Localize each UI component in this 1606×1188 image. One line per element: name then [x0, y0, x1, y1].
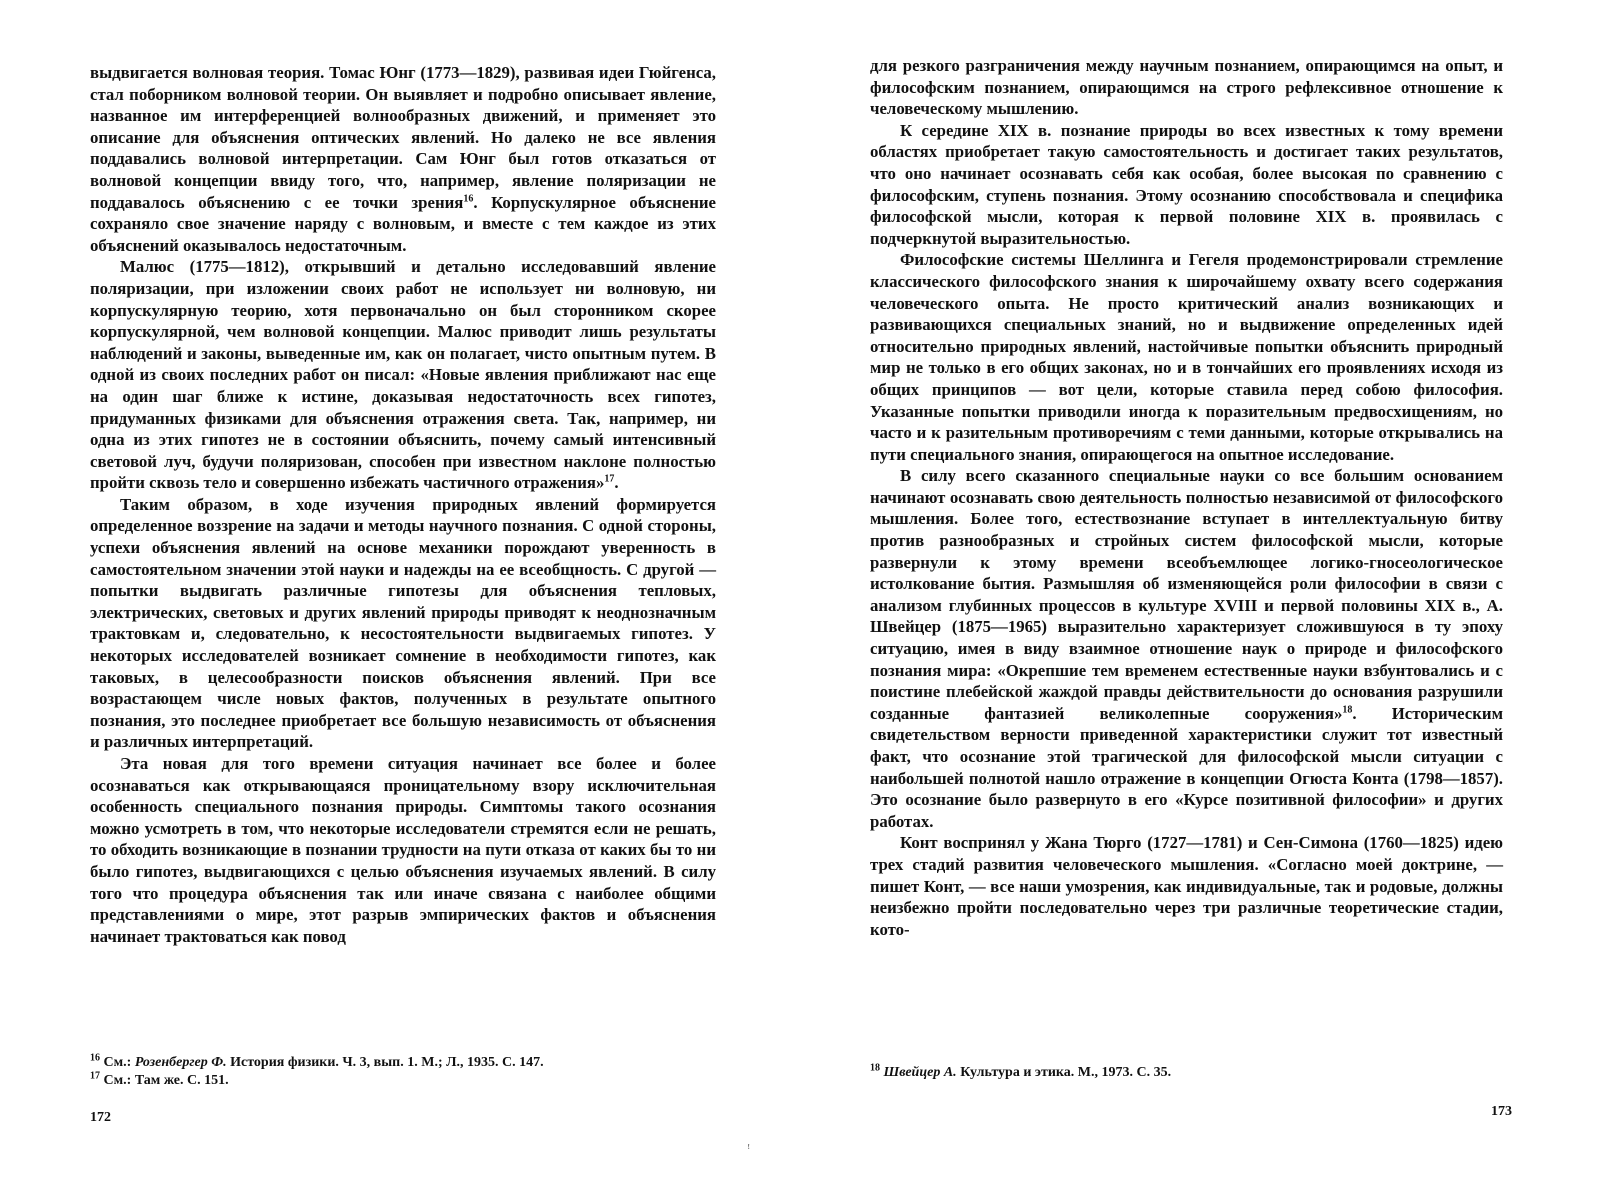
paragraph	[870, 465, 1503, 832]
paragraph	[870, 55, 1503, 120]
footnote-prefix: См.:	[103, 1072, 135, 1088]
footnote-author: Швейцер А.	[883, 1065, 957, 1080]
paragraph	[90, 753, 716, 947]
footnote-text: Там же. С. 151.	[134, 1072, 229, 1088]
footnote-ref: 18	[1342, 704, 1353, 716]
paragraph	[90, 256, 716, 494]
right-page-footnotes	[870, 1064, 1503, 1082]
footnote-prefix: См.:	[103, 1055, 135, 1070]
left-page-footnotes	[90, 1054, 716, 1089]
footnote	[870, 1064, 1503, 1082]
footnote-ref: 17	[604, 473, 615, 485]
paragraph-text: Малюс (1775—1812), открывший и детально исследовавший явление поляризации, при изложении своих работ не использует ни волновую, ни корпускулярную теорию, хотя первоначально он был сторонником скорее корпускулярной, чем волновой концепции. Малюс приводит лишь результаты наблюдений и законы, выведенные им, как он полагает, чисто опытным путем. В одной из своих последних работ он писал: «Новые явления приближают нас еще на один шаг ближе к истине, доказывая недостаточность всех гипотез, придуманных физиками для объяснения отражения света. Так, например, ни одна из этих гипотез не в состоянии объяснить, почему самый интенсивный световой луч, будучи поляризован, способен при известном наклоне полностью пройти сквозь тело и совершенно избежать частичного отражения»	[90, 257, 716, 493]
right-page	[803, 0, 1606, 1188]
footnote-number: 16	[90, 1052, 100, 1064]
paragraph	[870, 249, 1503, 465]
footnote-text: История физики. Ч. 3, вып. 1. М.; Л., 1935. С. 147.	[226, 1055, 544, 1070]
paragraph-text: Философские системы Шеллинга и Гегеля продемонстрировали стремление классического философского знания к широчайшему охвату всего содержания человеческого опыта. Не просто критический анализ возникающих и развивающихся специальных знаний, но и выдвижение определенных идей относительно природных явлений, настойчивые попытки объяснить природный мир не только в его общих законах, но и в тончайших его проявлениях исходя из общих принципов — вот цели, которые ставила перед собою философия. Указанные попытки приводили иногда к поразительным предвосхищениям, но часто и к разительным противоречиям с теми данными, которые открывались на пути специального знания, опирающегося на опытное исследование.	[870, 250, 1503, 464]
paragraph-text: В силу всего сказанного специальные науки со все большим основанием начинают осознавать свою деятельность полностью независимой от философского мышления. Более того, естествознание вступает в интеллектуальную битву против разнообразных и стройных систем философской мысли, которые развернули к этому времени всеобъемлющее логико-гносеологическое истолкование бытия. Размышляя об изменяющейся роли философии в связи с анализом глубинных процессов в культуре XVIII и первой половины XIX в., А. Швейцер (1875—1965) выразительно характеризует сложившуюся в ту эпоху ситуацию, имея в виду взаимное отношение наук о природе и философского познания мира: «Окрепшие тем временем естественные науки взбунтовались и с поистине плебейской жаждой правды действительности до основания разрушили созданные фантазией великолепные сооружения»	[870, 466, 1503, 723]
paragraph-text: выдвигается волновая теория. Томас Юнг (1773—1829), развивая идеи Гюйгенса, стал поборником волновой теории. Он выявляет и подробно описывает явление, названное им интерференцией волнообразных движений, и применяет это описание для объяснения оптических явлений. Но далеко не все явления поддавались волновой интерпретации. Сам Юнг был готов отказаться от волновой концепции ввиду того, что, например, явление поляризации не поддавалось объяснению с ее точки зрения	[90, 63, 716, 212]
footnote-number: 17	[90, 1069, 100, 1081]
paragraph-text: Эта новая для того времени ситуация начинает все более и более осознаваться как открывающаяся проницательному взору исключительная особенность специального познания природы. Симптомы такого осознания можно усмотреть в том, что некоторые исследователи стремятся если не решать, то обходить возникающие в познании трудности на пути отказа от каких бы то ни было гипотез, выдвигающихся с целью объяснения изучаемых явлений. В силу того что процедура объяснения так или иначе связана с наиболее общими представлениями о мире, этот разрыв эмпирических фактов и объяснения начинает трактоваться как повод	[90, 754, 716, 946]
footnote	[90, 1069, 716, 1090]
paragraph-text: .	[614, 473, 619, 493]
paragraph	[90, 62, 716, 256]
left-page-text-column	[90, 62, 716, 947]
paragraph-text: . Историческим свидетельством верности приведенной характеристики служит тот известный факт, что осознание этой трагической для философской мысли ситуации с наибольшей полнотой нашло отражение в концепции Огюста Конта (1798—1857). Это осознание было развернуто в его «Курсе позитивной философии» и других работах.	[870, 703, 1503, 831]
paragraph-text: Таким образом, в ходе изучения природных явлений формируется определенное воззрение на задачи и методы научного познания. С одной стороны, успехи объяснения явлений на основе механики порождают уверенность в самостоятельном значении этой науки и надежды на ее всеобщность. С другой — попытки выдвигать различные гипотезы для объяснения тепловых, электрических, световых и других явлений природы приводят к неоднозначным трактовкам и, следовательно, к несостоятельности выдвигаемых гипотез. У некоторых исследователей возникает сомнение в необходимости гипотез, как таковых, в целесообразности поисков объяснения явлений. При все возрастающем числе новых фактов, полученных в результате опытного познания, это последнее приобретает все большую независимость от объяснения и различных интерпретаций.	[90, 494, 716, 752]
footnote-number: 18	[870, 1062, 880, 1074]
footnote-ref: 16	[463, 192, 474, 204]
footnote	[90, 1054, 716, 1072]
left-page-number: 172	[90, 1110, 111, 1125]
gutter-mark: ꜝ	[747, 1145, 751, 1156]
paragraph-text: К середине XIX в. познание природы во всех известных к тому времени областях приобретает такую самостоятельность и достигает таких результатов, что оно начинает осознавать себя как особая, более высокая по сравнению с философским, ступень познания. Этому осознанию способствовала и специфика философской мысли, которая к первой половине XIX в. проявилась с подчеркнутой выразительностью.	[870, 120, 1503, 248]
paragraph-text: для резкого разграничения между научным познанием, опирающимся на опыт, и философским познанием, опирающимся на строго рефлексивное отношение к человеческому мышлению.	[870, 56, 1503, 119]
paragraph	[870, 832, 1503, 940]
right-page-text-column	[870, 55, 1503, 940]
footnote-text: Культура и этика. М., 1973. С. 35.	[956, 1065, 1172, 1080]
right-page-number: 173	[1491, 1104, 1512, 1119]
paragraph-text: Конт воспринял у Жана Тюрго (1727—1781) и Сен-Симона (1760—1825) идею трех стадий развития человеческого мышления. «Согласно моей доктрине, — пишет Конт, — все наши умозрения, как индивидуальные, так и родовые, должны неизбежно пройти последовательно через три различные теоретические стадии, кото-	[870, 833, 1503, 939]
paragraph	[870, 120, 1503, 250]
footnote-author: Розенбергер Ф.	[134, 1055, 227, 1070]
paragraph-text: . Корпускулярное объяснение сохраняло свое значение наряду с волновым, и вместе с тем каждое из этих объяснений оказывалось недостаточным.	[90, 192, 717, 255]
paragraph	[90, 494, 716, 753]
